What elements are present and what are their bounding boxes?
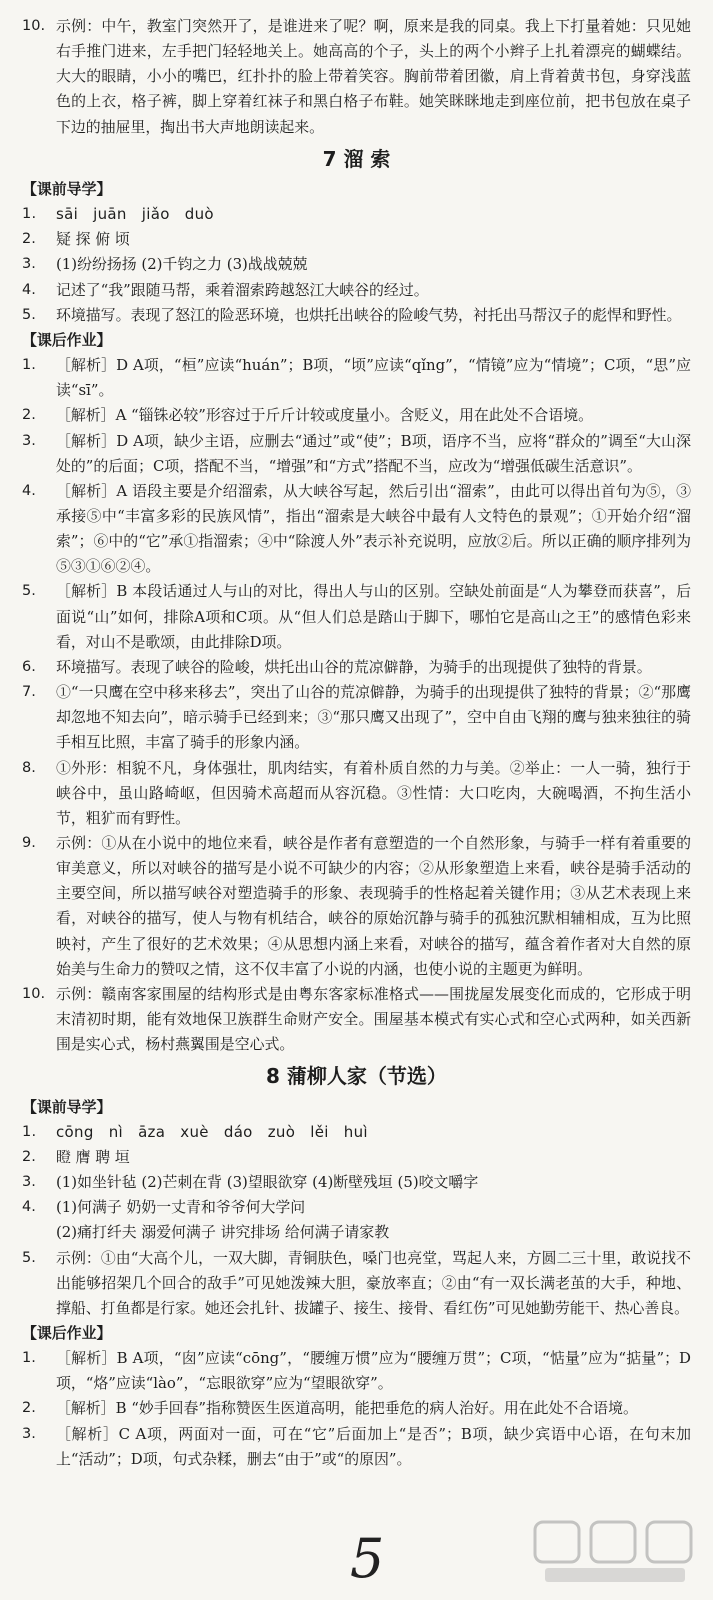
item-text: ［解析］D A项，缺少主语，应删去“通过”或“使”；B项，语序不当，应将“群众的”调至“大山深处的”的后面；C项，搭配不当，“增强”和“方式”搭配不当，应改为“增强低碳生活意识”。 xyxy=(56,431,691,475)
answer-item xyxy=(22,429,691,479)
answer-item xyxy=(22,756,691,831)
pinyin-answer: cōng nì āza xuè dáo zuò lěi huì xyxy=(56,1122,368,1141)
item-text: ①“一只鹰在空中移来移去”，突出了山谷的荒凉僻静，为骑手的出现提供了独特的背景；②“那鹰却忽地不知去向”，暗示骑手已经到来；③“那只鹰又出现了”，空中自由飞翔的鹰与独来独往的骑手相互比照，丰富了骑手的形象内涵。 xyxy=(56,683,691,752)
answer-item xyxy=(22,1195,691,1245)
answer-item xyxy=(22,14,691,140)
item-number: 7. xyxy=(22,684,36,701)
item-number: 2. xyxy=(22,1148,36,1165)
answer-item xyxy=(22,680,691,755)
answer-item xyxy=(22,579,691,654)
answer-item xyxy=(22,1396,691,1421)
group-label: 【课前导学】 xyxy=(22,179,112,198)
item-text: 记述了“我”跟随马帮，乘着溜索跨越怒江大峡谷的经过。 xyxy=(56,280,429,299)
item-text: ［解析］B 本段话通过人与山的对比，得出人与山的区别。空缺处前面是“人为攀登而获喜”，后面说“山”如何，排除A项和C项。从“但人们总是踏山于脚下，哪怕它是高山之王”的感情色彩来看，对山不是歌颂，由此排除D项。 xyxy=(56,582,691,651)
watermark-logo-icon xyxy=(531,1518,699,1588)
item-number: 3. xyxy=(22,256,36,273)
answer-item xyxy=(22,1422,691,1472)
item-number: 1. xyxy=(22,1350,36,1367)
group-label: 【课后作业】 xyxy=(22,330,112,349)
answer-item xyxy=(22,403,691,428)
item-text: ［解析］B A项，“囱”应读“cōng”，“腰缠万惯”应为“腰缠万贯”；C项，“惦量”应为“掂量”；D项，“烙”应读“lào”，“忘眼欲穿”应为“望眼欲穿”。 xyxy=(56,1349,691,1393)
item-number: 10. xyxy=(22,18,46,34)
section-title: 7 溜 索 xyxy=(322,146,391,171)
item-text: 示例：①从在小说中的地位来看，峡谷是作者有意塑造的一个自然形象，与骑手一样有着重要的审美意义，所以对峡谷的描写是小说不可缺少的内容；②从形象塑造上来看，峡谷是骑手活动的主要空间，所以描写峡谷对塑造骑手的形象、表现骑手的性格起着关键作用；③从艺术表现上来看，对峡谷的描写，使人与物有机结合，峡谷的原始沉静与骑手的孤独沉默相辅相成，互为比照映衬，产生了很好的艺术效果；④从思想内涵上来看，对峡谷的描写，蕴含着作者对大自然的原始美与生命力的赞叹之情，这不仅丰富了小说的内涵，也使小说的主题更为鲜明。 xyxy=(56,834,691,978)
group-label: 【课前导学】 xyxy=(22,1097,112,1116)
answer-item xyxy=(22,1170,691,1195)
item-number: 4. xyxy=(22,281,36,298)
item-text: 环境描写。表现了怒江的险恶环境，也烘托出峡谷的险峻气势，衬托出马帮汉子的彪悍和野性。 xyxy=(56,305,682,324)
item-number: 5. xyxy=(22,306,36,323)
answer-item xyxy=(22,1246,691,1321)
group-label: 【课后作业】 xyxy=(22,1323,112,1342)
item-text: (1)纷纷扬扬 (2)千钧之力 (3)战战兢兢 xyxy=(56,255,308,274)
item-number: 1. xyxy=(22,357,36,374)
item-number: 2. xyxy=(22,231,36,248)
item-text: (1)如坐针毡 (2)芒刺在背 (3)望眼欲穿 (4)断壁残垣 (5)咬文嚼字 xyxy=(56,1173,479,1192)
item-text: 疑 探 俯 顷 xyxy=(56,230,130,249)
answer-item xyxy=(22,353,691,403)
answer-item xyxy=(22,1120,691,1145)
item-number: 4. xyxy=(22,482,36,499)
item-number: 8. xyxy=(22,759,36,776)
item-number: 3. xyxy=(22,1425,36,1442)
item-number: 3. xyxy=(22,432,36,449)
item-text: 示例：中午，教室门突然开了，是谁进来了呢？啊，原来是我的同桌。我上下打量着她：只见她右手推门进来，左手把门轻轻地关上。她高高的个子，头上的两个小辫子上扎着漂亮的蝴蝶结。大大的眼睛，小小的嘴巴，红扑扑的脸上带着笑容。胸前带着团徽，肩上背着黄书包，身穿浅蓝色的上衣，格子裤，脚上穿着红袜子和黑白格子布鞋。她笑眯眯地走到座位前，把书包放在桌子下边的抽屉里，掏出书大声地朗读起来。 xyxy=(56,17,691,136)
item-number: 3. xyxy=(22,1174,36,1191)
item-number: 6. xyxy=(22,658,36,675)
item-text: 环境描写。表现了峡谷的险峻，烘托出山谷的荒凉僻静，为骑手的出现提供了独特的背景。 xyxy=(56,657,652,676)
answer-item xyxy=(22,202,691,227)
item-number: 1. xyxy=(22,206,37,223)
handwritten-page-number: 5 xyxy=(350,1527,385,1590)
answer-item xyxy=(22,1346,691,1396)
answer-item xyxy=(22,479,691,580)
answer-item xyxy=(22,252,691,277)
item-text: 瞪 膺 聘 垣 xyxy=(56,1147,130,1166)
item-text: ［解析］B “妙手回春”指称赞医生医道高明，能把垂危的病人治好。用在此处不合语境。 xyxy=(56,1399,638,1418)
item-number: 9. xyxy=(22,835,36,851)
item-subline: (2)痛打纤夫 溺爱何满子 讲究排场 给何满子请家教 xyxy=(56,1223,390,1242)
section-title: 8 蒲柳人家（节选） xyxy=(266,1064,447,1089)
answer-item xyxy=(22,303,691,328)
item-text: ［解析］A “锱铢必较”形容过于斤斤计较或度量小。含贬义，用在此处不合语境。 xyxy=(56,406,593,425)
page-content xyxy=(22,14,691,1472)
item-text: ［解析］D A项，“桓”应读“huán”；B项，“顷”应读“qǐng”，“情镜”应为“情境”；C项，“思”应读“sī”。 xyxy=(56,356,691,400)
item-number: 10. xyxy=(22,985,46,1002)
answer-item xyxy=(22,278,691,303)
item-text: ［解析］A 语段主要是介绍溜索，从大峡谷写起，然后引出“溜索”，由此可以得出首句为⑤，③承接⑤中“丰富多彩的民族风情”，指出“溜索是大峡谷中最有人文特色的景观”；①开始介绍“溜索”；⑥中的“它”承①指溜索；④中“除渡人外”表示补充说明，应放②后。所以正确的顺序排列为⑤③①⑥②④。 xyxy=(56,481,691,576)
item-text: (1)何满子 奶奶一丈青和爷爷何大学问 xyxy=(56,1198,306,1217)
item-text: 示例：赣南客家围屋的结构形式是由粤东客家标准格式——围拢屋发展变化而成的，它形成于明末清初时期，能有效地保卫族群生命财产安全。围屋基本模式有实心式和空心式两种，如关西新围是实心式，杨村燕翼围是空心式。 xyxy=(56,984,691,1054)
item-number: 1. xyxy=(22,1123,37,1140)
item-text: 示例：①由“大高个儿，一双大脚，青铜肤色，嗓门也亮堂，骂起人来，方圆二三十里，敢说找不出能够招架几个回合的敌手”可见她泼辣大胆，豪放率直；②由“有一双长满老茧的大手，种地、撑船、打鱼都是行家。她还会扎针、拔罐子、接生、接骨、看红伤”可见她勤劳能干、热心善良。 xyxy=(56,1248,691,1317)
answer-item xyxy=(22,831,691,982)
item-text: ①外形：相貌不凡，身体强壮，肌肉结实，有着朴质自然的力与美。②举止：一人一骑，独行于峡谷中，虽山路崎岖，但因骑术高超而从容沉稳。③性情：大口吃肉，大碗喝酒，不拘生活小节，粗犷而有野性。 xyxy=(56,758,691,827)
answer-item xyxy=(22,982,691,1057)
item-number: 4. xyxy=(22,1199,36,1216)
item-text: ［解析］C A项，两面对一面，可在“它”后面加上“是否”；B项，缺少宾语中心语，在句末加上“活动”；D项，句式杂糅，删去“由于”或“的原因”。 xyxy=(56,1424,691,1468)
item-number: 5. xyxy=(22,583,36,600)
answer-item xyxy=(22,227,691,252)
item-number: 2. xyxy=(22,407,36,424)
answer-item xyxy=(22,1145,691,1170)
item-number: 5. xyxy=(22,1249,36,1266)
item-number: 2. xyxy=(22,1400,36,1417)
answer-item xyxy=(22,655,691,680)
pinyin-answer: sāi juān jiǎo duò xyxy=(56,205,214,224)
